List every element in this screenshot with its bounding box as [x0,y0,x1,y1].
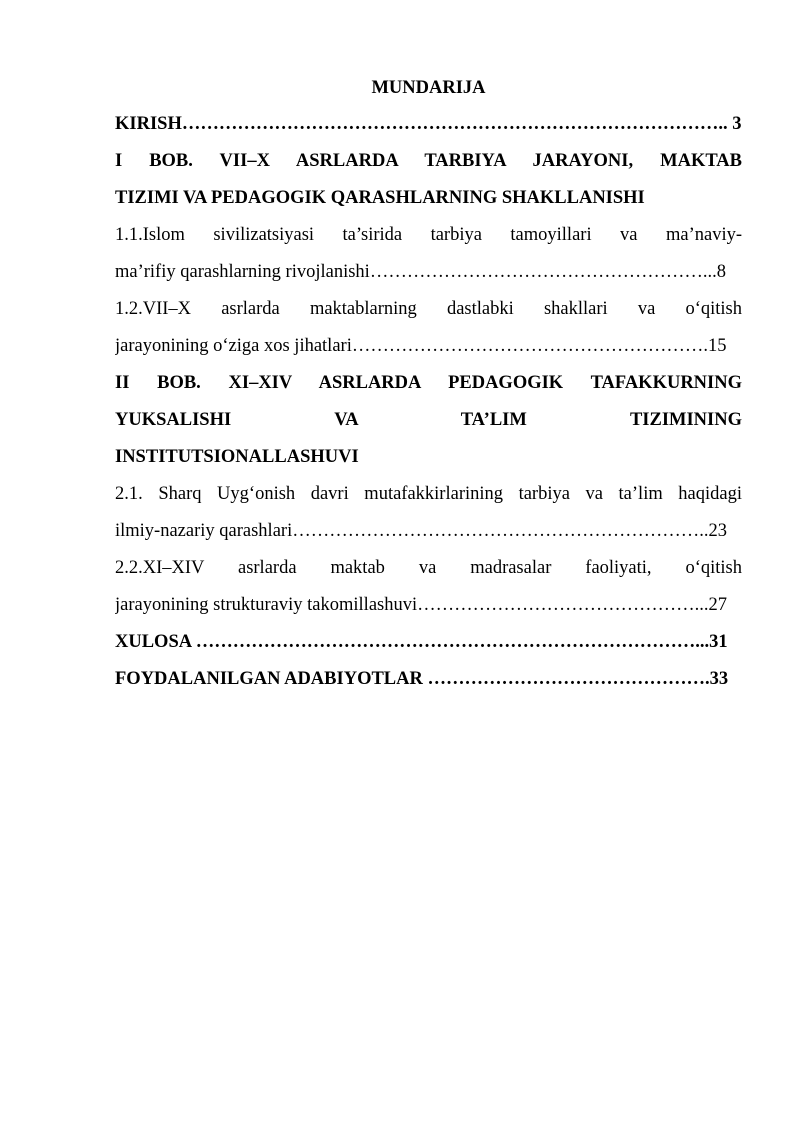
toc-section-2-1-line-2: ilmiy-nazariy qarashlari…………………………………………………………..23 [115,521,727,541]
toc-entry-kirish: KIRISH…………………………………………………………………………….. 3 [115,114,742,134]
toc-chapter-2-line-3: INSTITUTSIONALLASHUVI [115,447,359,467]
toc-entry-adabiyotlar: FOYDALANILGAN ADABIYOTLAR ……………………………………….33 [115,669,729,689]
toc-section-1-2-line-1: 1.2.VII–X asrlarda maktablarning dastlabki shakllari va o‘qitish [115,299,742,319]
toc-section-1-2-line-2: jarayonining o‘ziga xos jihatlari………………………………………………….15 [115,336,727,356]
table-of-contents [115,76,742,698]
toc-chapter-2-line-1: II BOB. XI–XIV ASRLARDA PEDAGOGIK TAFAKKURNING [115,373,742,393]
toc-chapter-1-line-2: TIZIMI VA PEDAGOGIK QARASHLARNING SHAKLLANISHI [115,188,645,208]
toc-entry-xulosa: XULOSA ………………………………………………………………………...31 [115,632,728,652]
toc-chapter-1-line-1: I BOB. VII–X ASRLARDA TARBIYA JARAYONI, MAKTAB [115,151,742,171]
toc-section-1-1-line-1: 1.1.Islom sivilizatsiyasi ta’sirida tarbiya tamoyillari va ma’naviy- [115,225,742,245]
toc-chapter-2-line-2: YUKSALISHI VA TA’LIM TIZIMINING [115,410,742,430]
page-title: MUNDARIJA [371,78,486,98]
toc-section-2-2-line-1: 2.2.XI–XIV asrlarda maktab va madrasalar faoliyati, o‘qitish [115,558,742,578]
toc-section-2-2-line-2: jarayonining strukturaviy takomillashuvi………………………………………...27 [115,595,727,615]
toc-section-2-1-line-1: 2.1. Sharq Uyg‘onish davri mutafakkirlarining tarbiya va ta’lim haqidagi [115,484,742,504]
toc-section-1-1-line-2: ma’rifiy qarashlarning rivojlanishi………………………………………………...8 [115,262,726,282]
